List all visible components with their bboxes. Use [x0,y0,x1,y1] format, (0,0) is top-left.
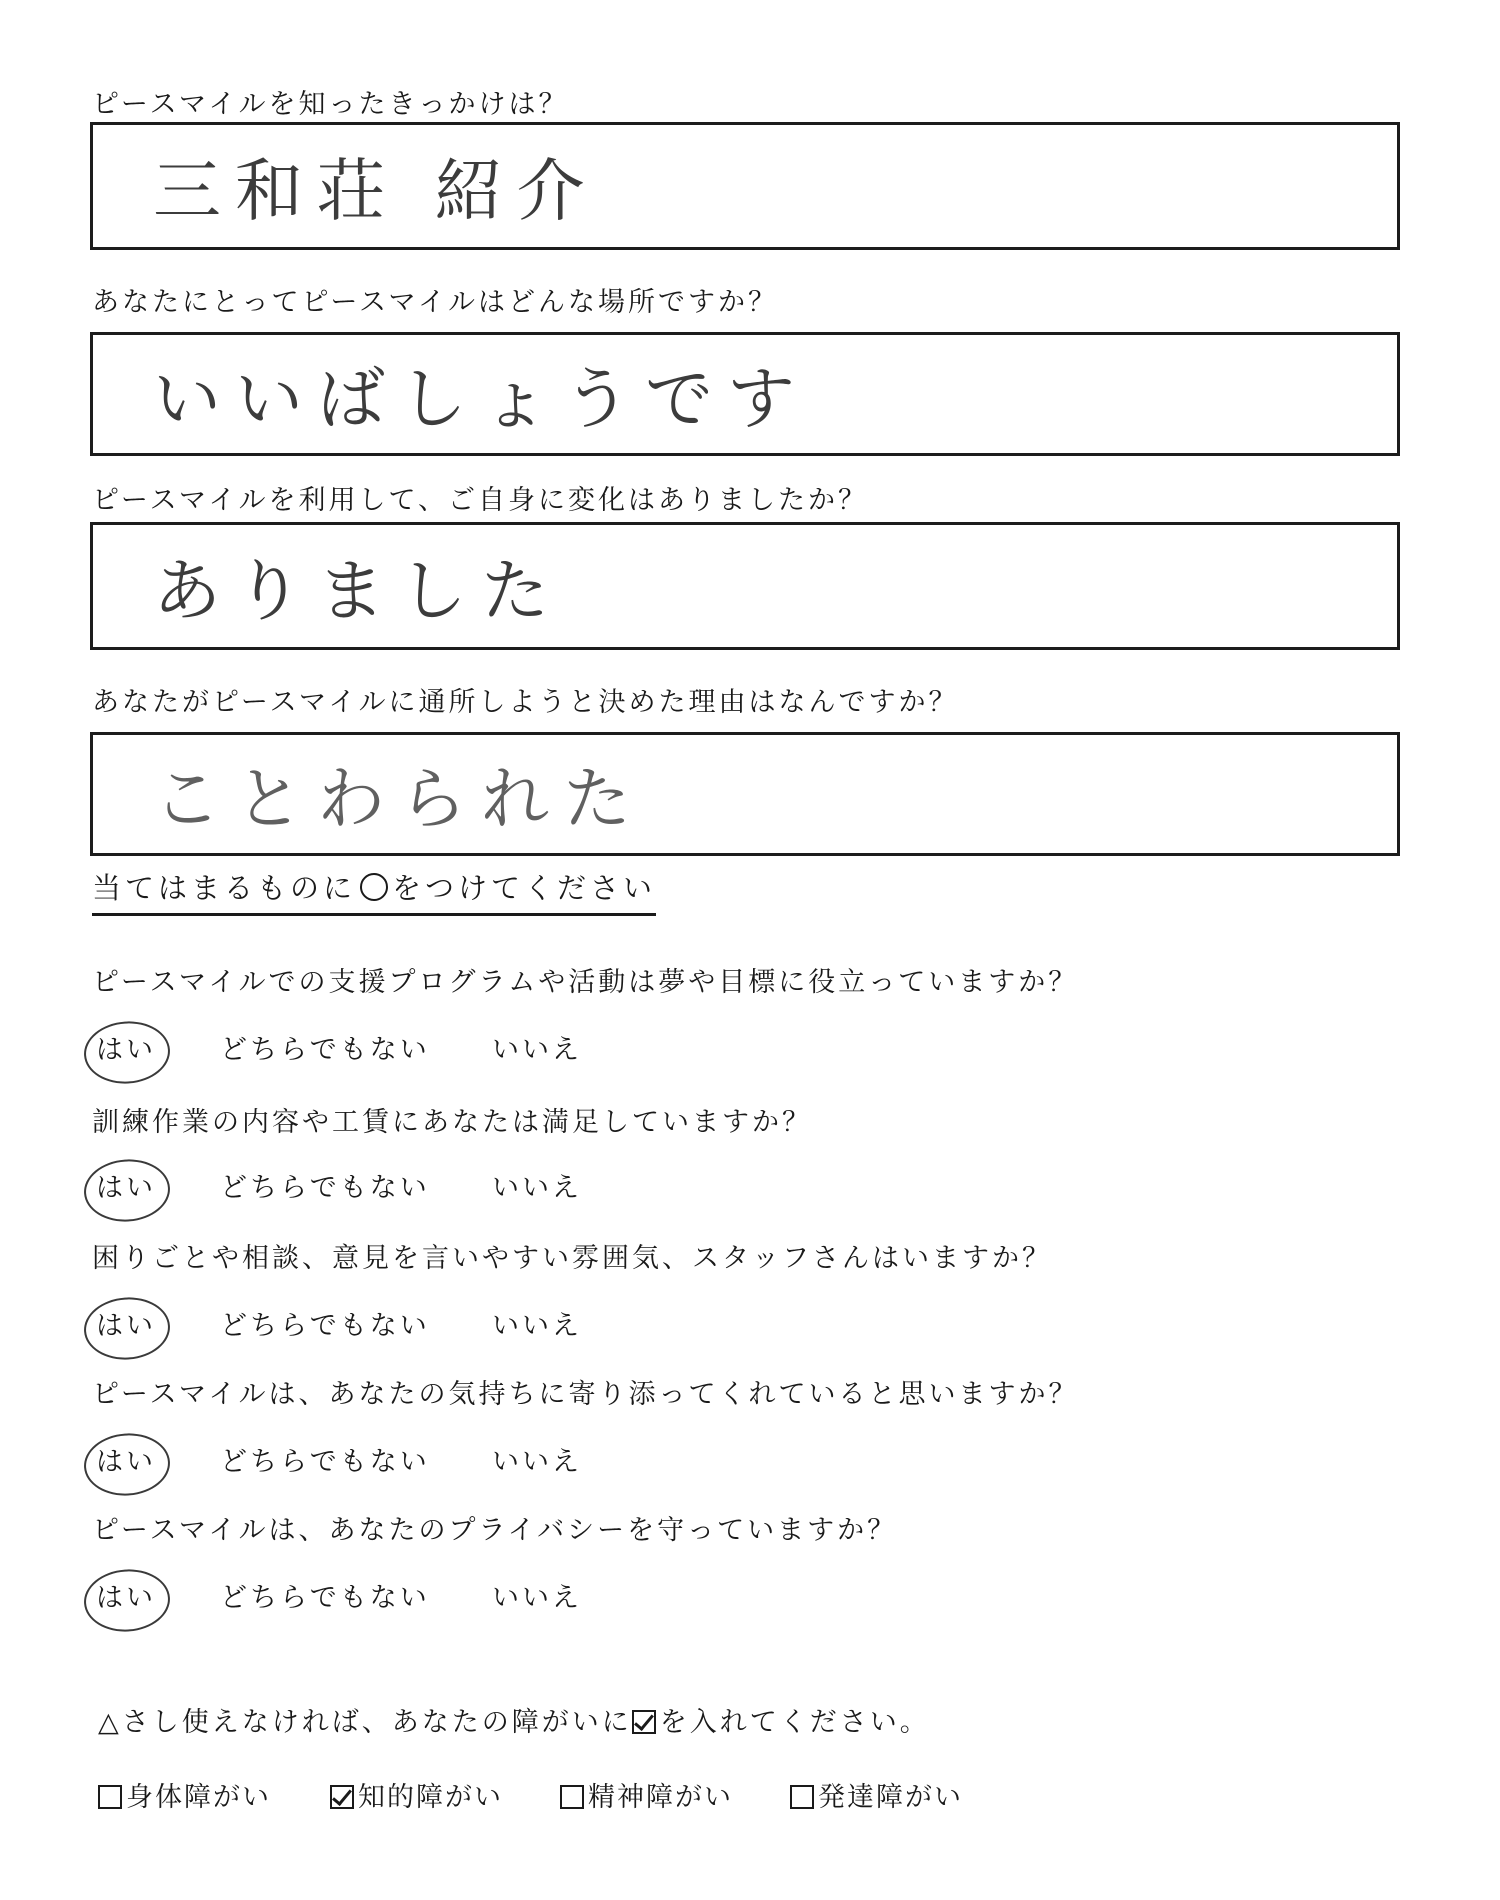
answer-box-2[interactable] [90,332,1400,456]
option-yes[interactable]: はい [92,1028,160,1067]
choice-section-title [92,866,656,916]
disability-note-suffix: を入れてください。 [659,1707,930,1738]
circle-mark-icon [360,873,388,901]
disability-option-developmental[interactable]: 発達障がい [790,1775,963,1814]
checkbox-checked-icon[interactable] [330,1785,354,1809]
choice-options-2 [92,1160,652,1210]
option-no[interactable]: いいえ [492,1310,582,1342]
checkbox-icon[interactable] [98,1785,122,1809]
option-neutral[interactable]: どちらでもない [220,1172,430,1204]
checkbox-checked-icon [632,1710,656,1734]
question-3: ピースマイルを利用して、ご自身に変化はありましたか？ [92,485,868,516]
answer-text-2: いいばしょうです [153,360,810,440]
choice-question-3: 困りごとや相談、意見を言いやすい雰囲気、スタッフさんはいますか？ [92,1243,1052,1274]
question-2: あなたにとってピースマイルはどんな場所ですか？ [92,287,778,318]
checkbox-icon[interactable] [560,1785,584,1809]
option-no[interactable]: いいえ [492,1582,582,1614]
choice-options-1 [92,1022,652,1072]
option-yes[interactable]: はい [92,1576,160,1615]
question-1: ピースマイルを知ったきっかけは？ [92,89,569,120]
choice-question-2: 訓練作業の内容や工賃にあなたは満足していますか？ [92,1107,812,1138]
selected-circle-icon [82,1157,172,1225]
disability-note-prefix: △さし使えなければ、あなたの障がいに [98,1707,632,1738]
option-no[interactable]: いいえ [492,1446,582,1478]
answer-box-3[interactable] [90,522,1400,650]
choice-options-4 [92,1434,652,1484]
answer-text-1: 三和荘 紹介 [153,152,599,232]
selected-circle-icon [82,1567,172,1635]
option-neutral[interactable]: どちらでもない [220,1034,430,1066]
option-no[interactable]: いいえ [492,1034,582,1066]
question-4: あなたがピースマイルに通所しようと決めた理由はなんですか？ [92,687,959,718]
option-yes[interactable]: はい [92,1304,160,1343]
choice-title-after: をつけてください [392,871,657,905]
choice-title-before: 当てはまるものに [92,871,357,905]
answer-text-3: ありました [153,552,564,632]
disability-note [98,1700,930,1739]
selected-circle-icon [82,1431,172,1499]
answer-text-4: ことわられた [153,760,646,840]
answer-box-1[interactable] [90,122,1400,250]
selected-circle-icon [82,1019,172,1087]
option-yes[interactable]: はい [92,1166,160,1205]
option-neutral[interactable]: どちらでもない [220,1582,430,1614]
answer-box-4[interactable] [90,732,1400,856]
selected-circle-icon [82,1295,172,1363]
option-neutral[interactable]: どちらでもない [220,1310,430,1342]
disability-option-mental[interactable]: 精神障がい [560,1775,733,1814]
choice-question-1: ピースマイルでの支援プログラムや活動は夢や目標に役立っていますか？ [92,967,1079,998]
choice-question-4: ピースマイルは、あなたの気持ちに寄り添ってくれていると思いますか？ [92,1379,1079,1410]
option-yes[interactable]: はい [92,1440,160,1479]
disability-option-physical[interactable]: 身体障がい [98,1775,271,1814]
choice-question-5: ピースマイルは、あなたのプライバシーを守っていますか？ [92,1515,898,1546]
option-no[interactable]: いいえ [492,1172,582,1204]
disability-options [98,1775,998,1815]
disability-option-intellectual[interactable]: 知的障がい [330,1775,503,1814]
option-neutral[interactable]: どちらでもない [220,1446,430,1478]
checkbox-icon[interactable] [790,1785,814,1809]
choice-options-3 [92,1298,652,1348]
choice-options-5 [92,1570,652,1620]
